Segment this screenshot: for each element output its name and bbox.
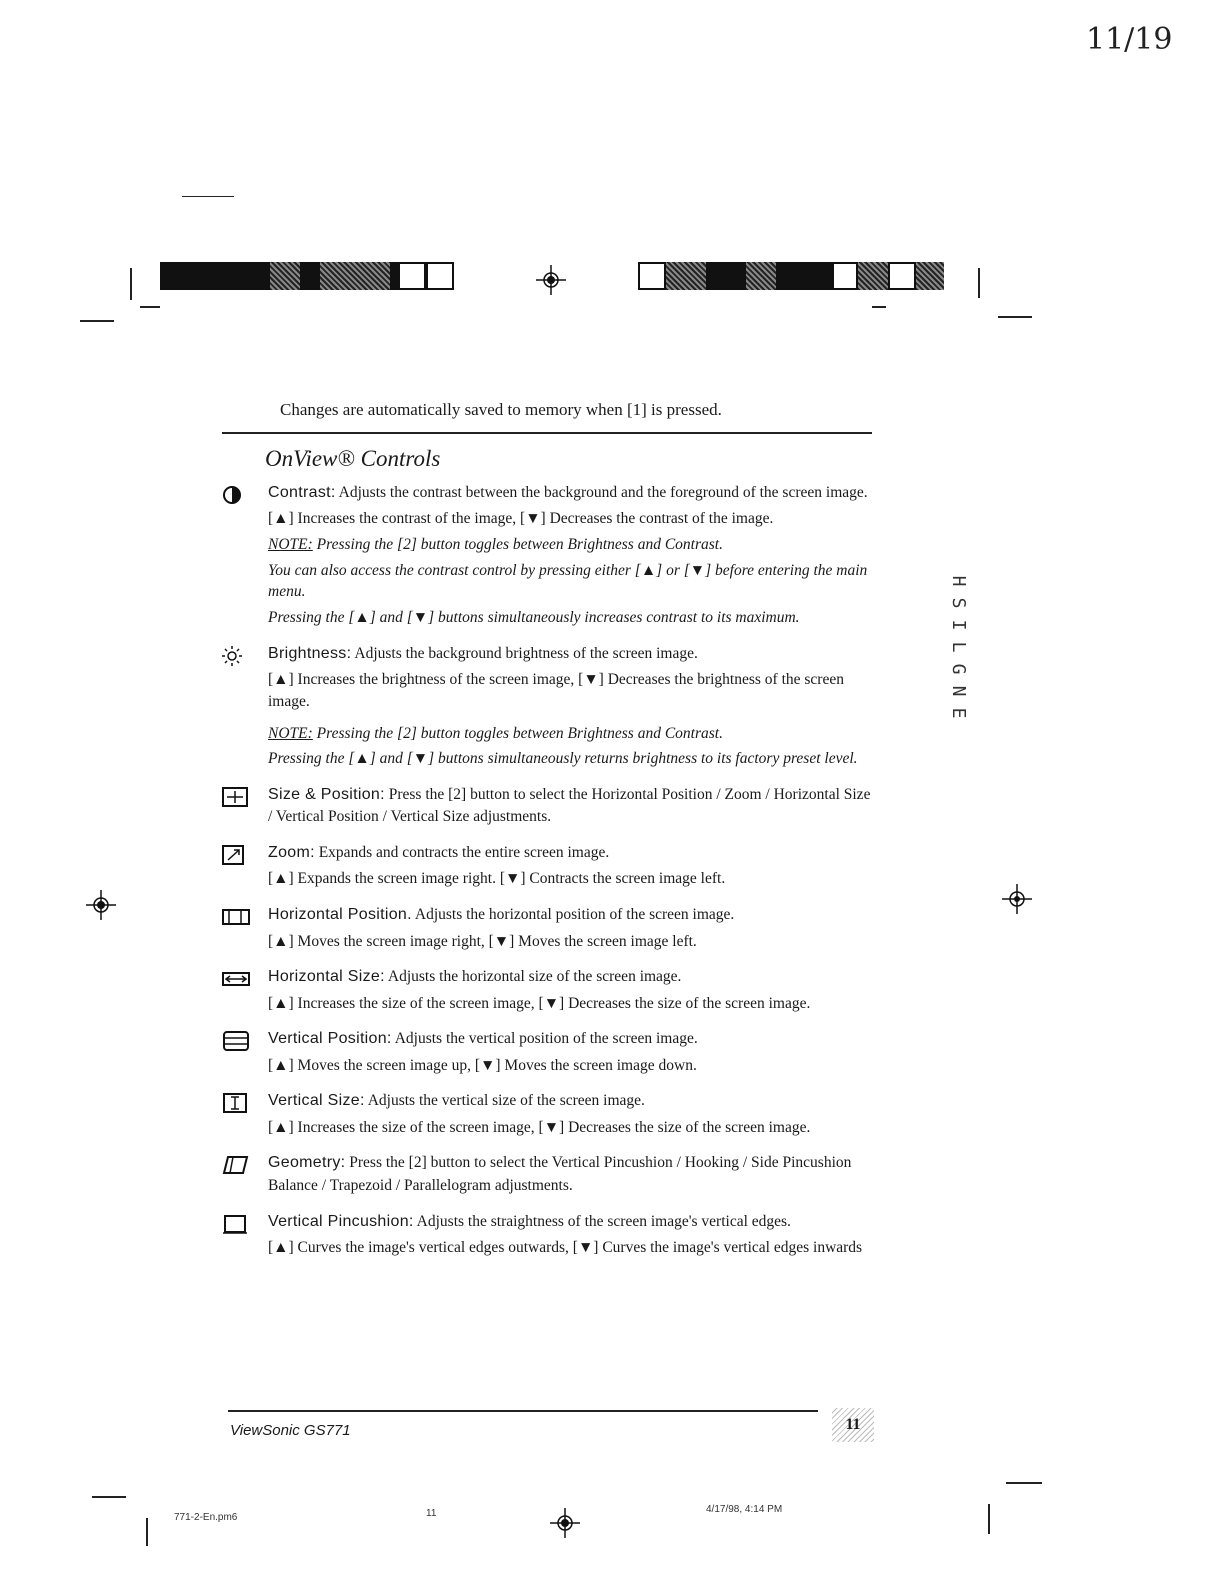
entry-text: [▲] Increases the size of the screen image, [▼] Decreases the size of the screen image. [268,994,811,1012]
slug-page: 11 [426,1508,437,1519]
entry-title: Contrast: [268,484,336,501]
page-number-text: 11 [845,1416,861,1433]
slug-date: 4/17/98, 4:14 PM [706,1504,783,1515]
crop-mark [872,306,886,308]
brightness-icon [222,645,250,667]
entry-title: Vertical Pincushion: [268,1212,414,1230]
note-text: Pressing the [2] button toggles between Brightness and Contrast. [316,724,723,742]
crop-mark [998,316,1032,318]
entry-text: [▲] Moves the screen image up, [▼] Moves the screen image down. [268,1056,697,1074]
side-tab-letter: L [948,641,969,653]
entry-contrast [222,482,872,629]
crop-mark [140,306,160,308]
contrast-icon [222,484,250,506]
entry-title: Geometry: [268,1154,346,1172]
entry-title: Vertical Position: [268,1030,392,1048]
size-position-icon [222,786,250,808]
note-label: NOTE: [268,536,313,554]
intro-text: Changes are automatically saved to memory when [1] is pressed. [280,400,722,419]
side-tab-letter: S [948,597,969,609]
registration-bar-left [160,262,466,290]
registration-bar-right [638,262,950,290]
note-text: Pressing the [▲] and [▼] buttons simultaneously returns brightness to its factory preset level. [268,750,858,768]
entry-horizontal-position [222,904,872,952]
entry-text: Adjusts the vertical position of the screen image. [394,1030,698,1048]
entry-text: Adjusts the horizontal position of the screen image. [414,906,735,924]
entry-text: Adjusts the vertical size of the screen image. [367,1092,645,1110]
entry-size-position [222,784,872,828]
registration-crosshair-icon [86,890,116,920]
vertical-size-icon [222,1092,250,1114]
slug-file: 771-2-En.pm6 [174,1512,238,1523]
horizontal-size-icon [222,968,250,990]
entry-title: Size & Position: [268,785,385,803]
side-tab-letter: E [948,707,969,719]
entry-title: Zoom: [268,844,315,862]
footer-brand: ViewSonic GS771 [230,1422,351,1439]
language-side-tab [938,570,978,724]
entry-text: [▲] Moves the screen image right, [▼] Moves the screen image left. [268,932,697,950]
entry-vertical-size [222,1090,872,1138]
entry-zoom [222,842,872,890]
side-tab-letter: N [948,685,969,697]
section-heading: OnView® Controls [265,446,441,471]
entry-text: Expands and contracts the entire screen image. [318,844,610,862]
entry-geometry [222,1152,872,1196]
crop-mark [988,1504,990,1534]
divider [222,432,872,434]
page-number [832,1408,874,1442]
crop-mark [182,196,234,197]
entry-text: [▲] Curves the image's vertical edges outwards, [▼] Curves the image's vertical edges inwards [268,1238,863,1256]
entry-title: Brightness: [268,644,352,662]
entry-horizontal-size [222,966,872,1014]
crop-mark [92,1496,126,1498]
side-tab-letter: G [948,663,969,675]
note-label: NOTE: [268,724,313,742]
entry-text: Press the [2] button to select the Vertical Pincushion / Hooking / Side Pincushion Balance / Trapezoid / Parallelogram adjustments. [268,1154,852,1194]
entry-text: Adjusts the contrast between the background and the foreground of the screen image. [338,484,868,501]
entry-text: Adjusts the straightness of the screen image's vertical edges. [416,1212,791,1230]
vertical-position-icon [222,1030,250,1052]
entry-text: [▲] Increases the size of the screen image, [▼] Decreases the size of the screen image. [268,1118,811,1136]
crop-mark [146,1518,148,1546]
entry-text: Press the [2] button to select the Horizontal Position / Zoom / Horizontal Size / Vertical Position / Vertical Size adjustments. [268,785,871,826]
note-text: Pressing the [2] button toggles between Brightness and Contrast. [316,536,723,554]
entry-text: Adjusts the background brightness of the screen image. [354,644,698,662]
entry-title: Horizontal Size: [268,968,385,986]
side-tab-letter: I [948,619,969,631]
entry-text: [▲] Increases the brightness of the screen image, [▼] Decreases the brightness of the screen image. [268,671,844,710]
note-text: Pressing the [▲] and [▼] buttons simultaneously increases contrast to its maximum. [268,609,800,627]
note-text: You can also access the contrast control by pressing either [▲] or [▼] before entering the main menu. [268,561,868,601]
main-content [222,400,872,1273]
entry-brightness [222,643,872,770]
entry-text: Adjusts the horizontal size of the screen image. [387,968,682,986]
registration-crosshair-icon [536,265,566,295]
crop-mark [80,320,114,322]
zoom-icon [222,844,250,866]
fax-page-mark: 11/19 [1086,22,1173,57]
geometry-icon [222,1154,250,1176]
vertical-pincushion-icon [222,1213,250,1235]
registration-crosshair-icon [1002,884,1032,914]
footer-divider [228,1410,818,1412]
entry-vertical-pincushion [222,1211,872,1259]
crop-mark [978,268,980,298]
entry-text: [▲] Increases the contrast of the image, [▼] Decreases the contrast of the image. [268,510,774,528]
crop-mark [1006,1482,1042,1484]
entry-vertical-position [222,1028,872,1076]
entry-title: Vertical Size: [268,1092,365,1110]
crop-mark [130,268,132,300]
registration-crosshair-icon [550,1508,580,1538]
entry-title: Horizontal Position. [268,906,412,924]
side-tab-letter: H [948,575,969,587]
horizontal-position-icon [222,906,250,928]
entry-text: [▲] Expands the screen image right. [▼] Contracts the screen image left. [268,870,726,888]
